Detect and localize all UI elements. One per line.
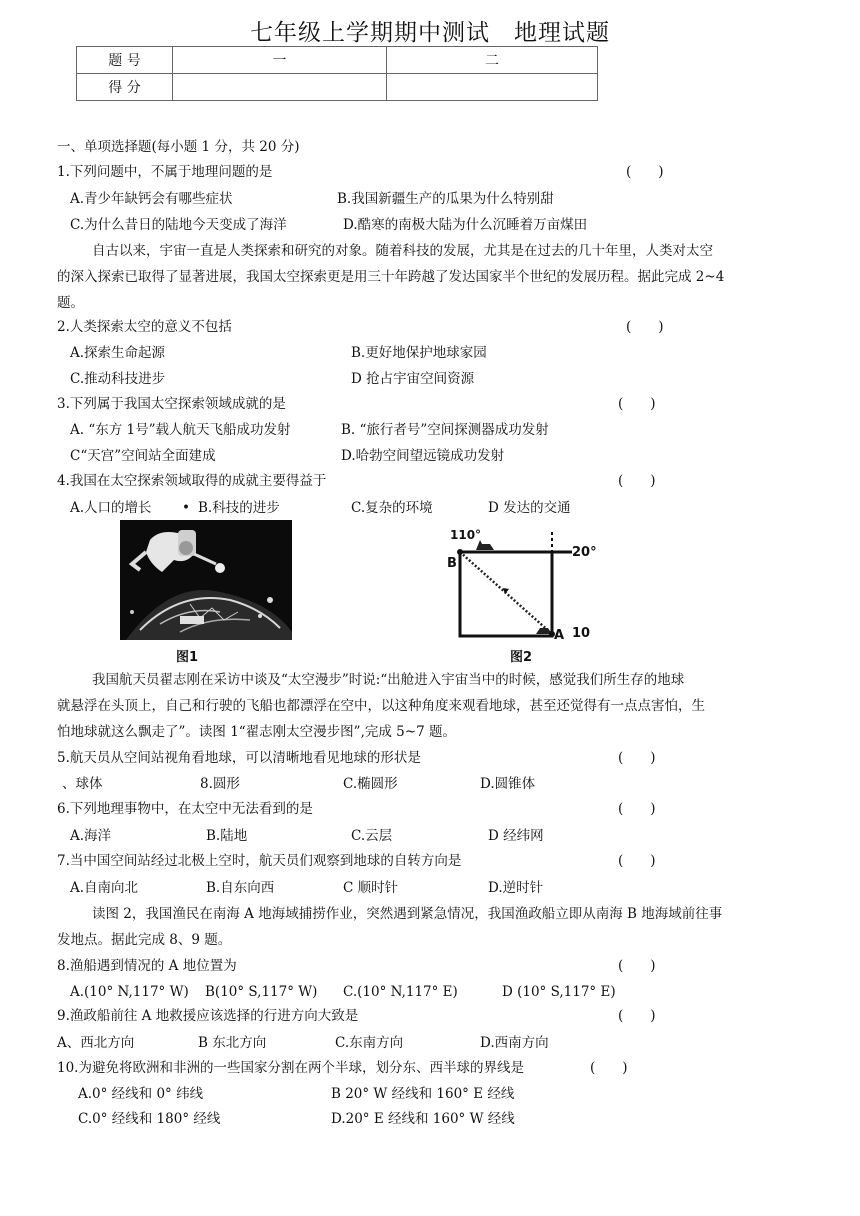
option-c: C.0° 经线和 180° 经线 [78,1111,221,1127]
passage-line: 怕地球就这么飘走了”。读图 1“翟志刚太空漫步图”,完成 5~7 题。 [57,724,456,740]
option-d: D.圆锥体 [480,776,536,792]
figure-2-point-a-label: A [554,628,565,643]
option-c: C.云层 [351,828,393,844]
option-b: B.自东向西 [206,880,275,896]
option-c: C.椭圆形 [343,776,398,792]
passage-line: 就悬浮在头顶上，自己和行驶的飞船也都漂浮在空中，以这种角度来观看地球，甚至还觉得有一点点害怕，生 [57,698,705,714]
option-b: B(10° S,117° W) [205,984,318,1000]
option-b: B. “旅行者号”空间探测器成功发射 [341,422,549,438]
answer-blank[interactable]: ( ) [590,1060,628,1076]
option-d: D (10° S,117° E) [502,984,616,1000]
figure-2-caption: 图2 [510,650,533,665]
option-a: A、西北方向 [57,1035,135,1051]
passage-line: 读图 2，我国渔民在南海 A 地海域捕捞作业，突然遇到紧急情况，我国渔政船立即从南海 B 地海域前往事 [92,906,723,922]
option-a: A.探索生命起源 [70,345,166,361]
option-c: C 顺时针 [343,880,399,896]
question-stem: 4.我国在太空探索领域取得的成就主要得益于 [57,473,327,489]
option-d: D 抢占宇宙空间资源 [351,371,475,387]
option-d: D 经纬网 [488,828,544,844]
table-cell[interactable] [173,74,387,101]
option-b: 8.圆形 [200,776,240,792]
option-d: D.哈勃空间望远镜成功发射 [341,448,505,464]
answer-blank[interactable]: ( ) [618,801,656,817]
question-stem: 8.渔船遇到情况的 A 地位置为 [57,958,237,974]
answer-blank[interactable]: ( ) [626,319,664,335]
option-a: A. “东方 1号”载人航天飞船成功发射 [70,422,291,438]
answer-blank[interactable]: ( ) [618,750,656,766]
figure-2-longitude-label: 110° [450,528,482,542]
option-d: D.西南方向 [480,1035,549,1051]
option-c: C.东南方向 [335,1035,404,1051]
passage-line: 发地点。据此完成 8、9 题。 [57,932,232,948]
table-cell: 得 分 [77,74,173,101]
option-c: C.复杂的环境 [351,500,433,516]
figure-2-latitude-20-label: 20° [572,545,597,560]
figure-2-latitude-10-label: 10 [572,626,591,641]
passage-line: 自古以来，宇宙一直是人类探索和研究的对象。随着科技的发展，尤其是在过去的几十年里，人类对太空 [92,243,713,259]
option-a: A.海洋 [70,828,112,844]
passage-line: 的深入探索已取得了显著进展，我国太空探索更是用三十年跨越了发达国家半个世纪的发展历程。据此完成 2~4 [57,269,725,285]
figure-2-point-b-label: B [447,556,457,571]
question-stem: 2.人类探索太空的意义不包括 [57,319,232,335]
option-a: A.0° 经线和 0° 纬线 [78,1086,204,1102]
option-a: A.人口的增长 [70,500,152,516]
question-stem: 5.航天员从空间站视角看地球，可以清晰地看见地球的形状是 [57,750,421,766]
section-heading: 一、单项选择题(每小题 1 分，共 20 分) [57,139,300,155]
option-a: 、球体 [62,776,103,792]
answer-blank[interactable]: ( ) [618,396,656,412]
passage-line: 我国航天员翟志刚在采访中谈及“太空漫步”时说:“出舱进入宇宙当中的时候，感觉我们所生存的地球 [92,672,685,688]
answer-blank[interactable]: ( ) [618,853,656,869]
option-b: B.我国新疆生产的瓜果为什么特别甜 [337,191,554,207]
option-b: B 20° W 经线和 160° E 经线 [331,1086,515,1102]
option-b: B.陆地 [206,828,248,844]
table-cell[interactable] [387,74,598,101]
option-c: C.为什么昔日的陆地今天变成了海洋 [70,217,287,233]
table-cell: 一 [173,47,387,74]
page-title: 七年级上学期期中测试 地理试题 [250,20,610,46]
option-a: A.(10° N,117° W) [70,984,189,1000]
option-d: D.20° E 经线和 160° W 经线 [331,1111,515,1127]
answer-blank[interactable]: ( ) [626,164,664,180]
option-d: D.逆时针 [488,880,544,896]
question-stem: 7.当中国空间站经过北极上空时，航天员们观察到地球的自转方向是 [57,853,462,869]
option-b: B.科技的进步 [198,500,280,516]
question-stem: 6.下列地理事物中，在太空中无法看到的是 [57,801,313,817]
option-d: D 发达的交通 [488,500,571,516]
score-table [76,46,598,101]
question-stem: 3.下列属于我国太空探索领域成就的是 [57,396,286,412]
question-stem: 1.下列问题中，不属于地理问题的是 [57,164,273,180]
figure-1-caption: 图1 [176,650,199,665]
bullet-mark: • [182,500,190,516]
option-c: C“天宫”空间站全面建成 [70,448,216,464]
figure-1-spacewalk-image [120,520,292,644]
option-b: B 东北方向 [198,1035,267,1051]
answer-blank[interactable]: ( ) [618,958,656,974]
table-cell: 题 号 [77,47,173,74]
passage-line: 题。 [57,295,84,311]
option-a: A.青少年缺钙会有哪些症状 [70,191,233,207]
question-stem: 10.为避免将欧洲和非洲的一些国家分割在两个半球，划分东、西半球的界线是 [57,1060,524,1076]
table-row [77,74,598,101]
table-cell: 二 [387,47,598,74]
table-row [77,47,598,74]
answer-blank[interactable]: ( ) [618,1008,656,1024]
option-c: C.推动科技进步 [70,371,166,387]
option-a: A.自南向北 [70,880,139,896]
option-b: B.更好地保护地球家园 [351,345,487,361]
option-c: C.(10° N,117° E) [343,984,458,1000]
option-d: D.酷寒的南极大陆为什么沉睡着万亩煤田 [343,217,588,233]
answer-blank[interactable]: ( ) [618,473,656,489]
question-stem: 9.渔政船前往 A 地救援应该选择的行进方向大致是 [57,1008,359,1024]
